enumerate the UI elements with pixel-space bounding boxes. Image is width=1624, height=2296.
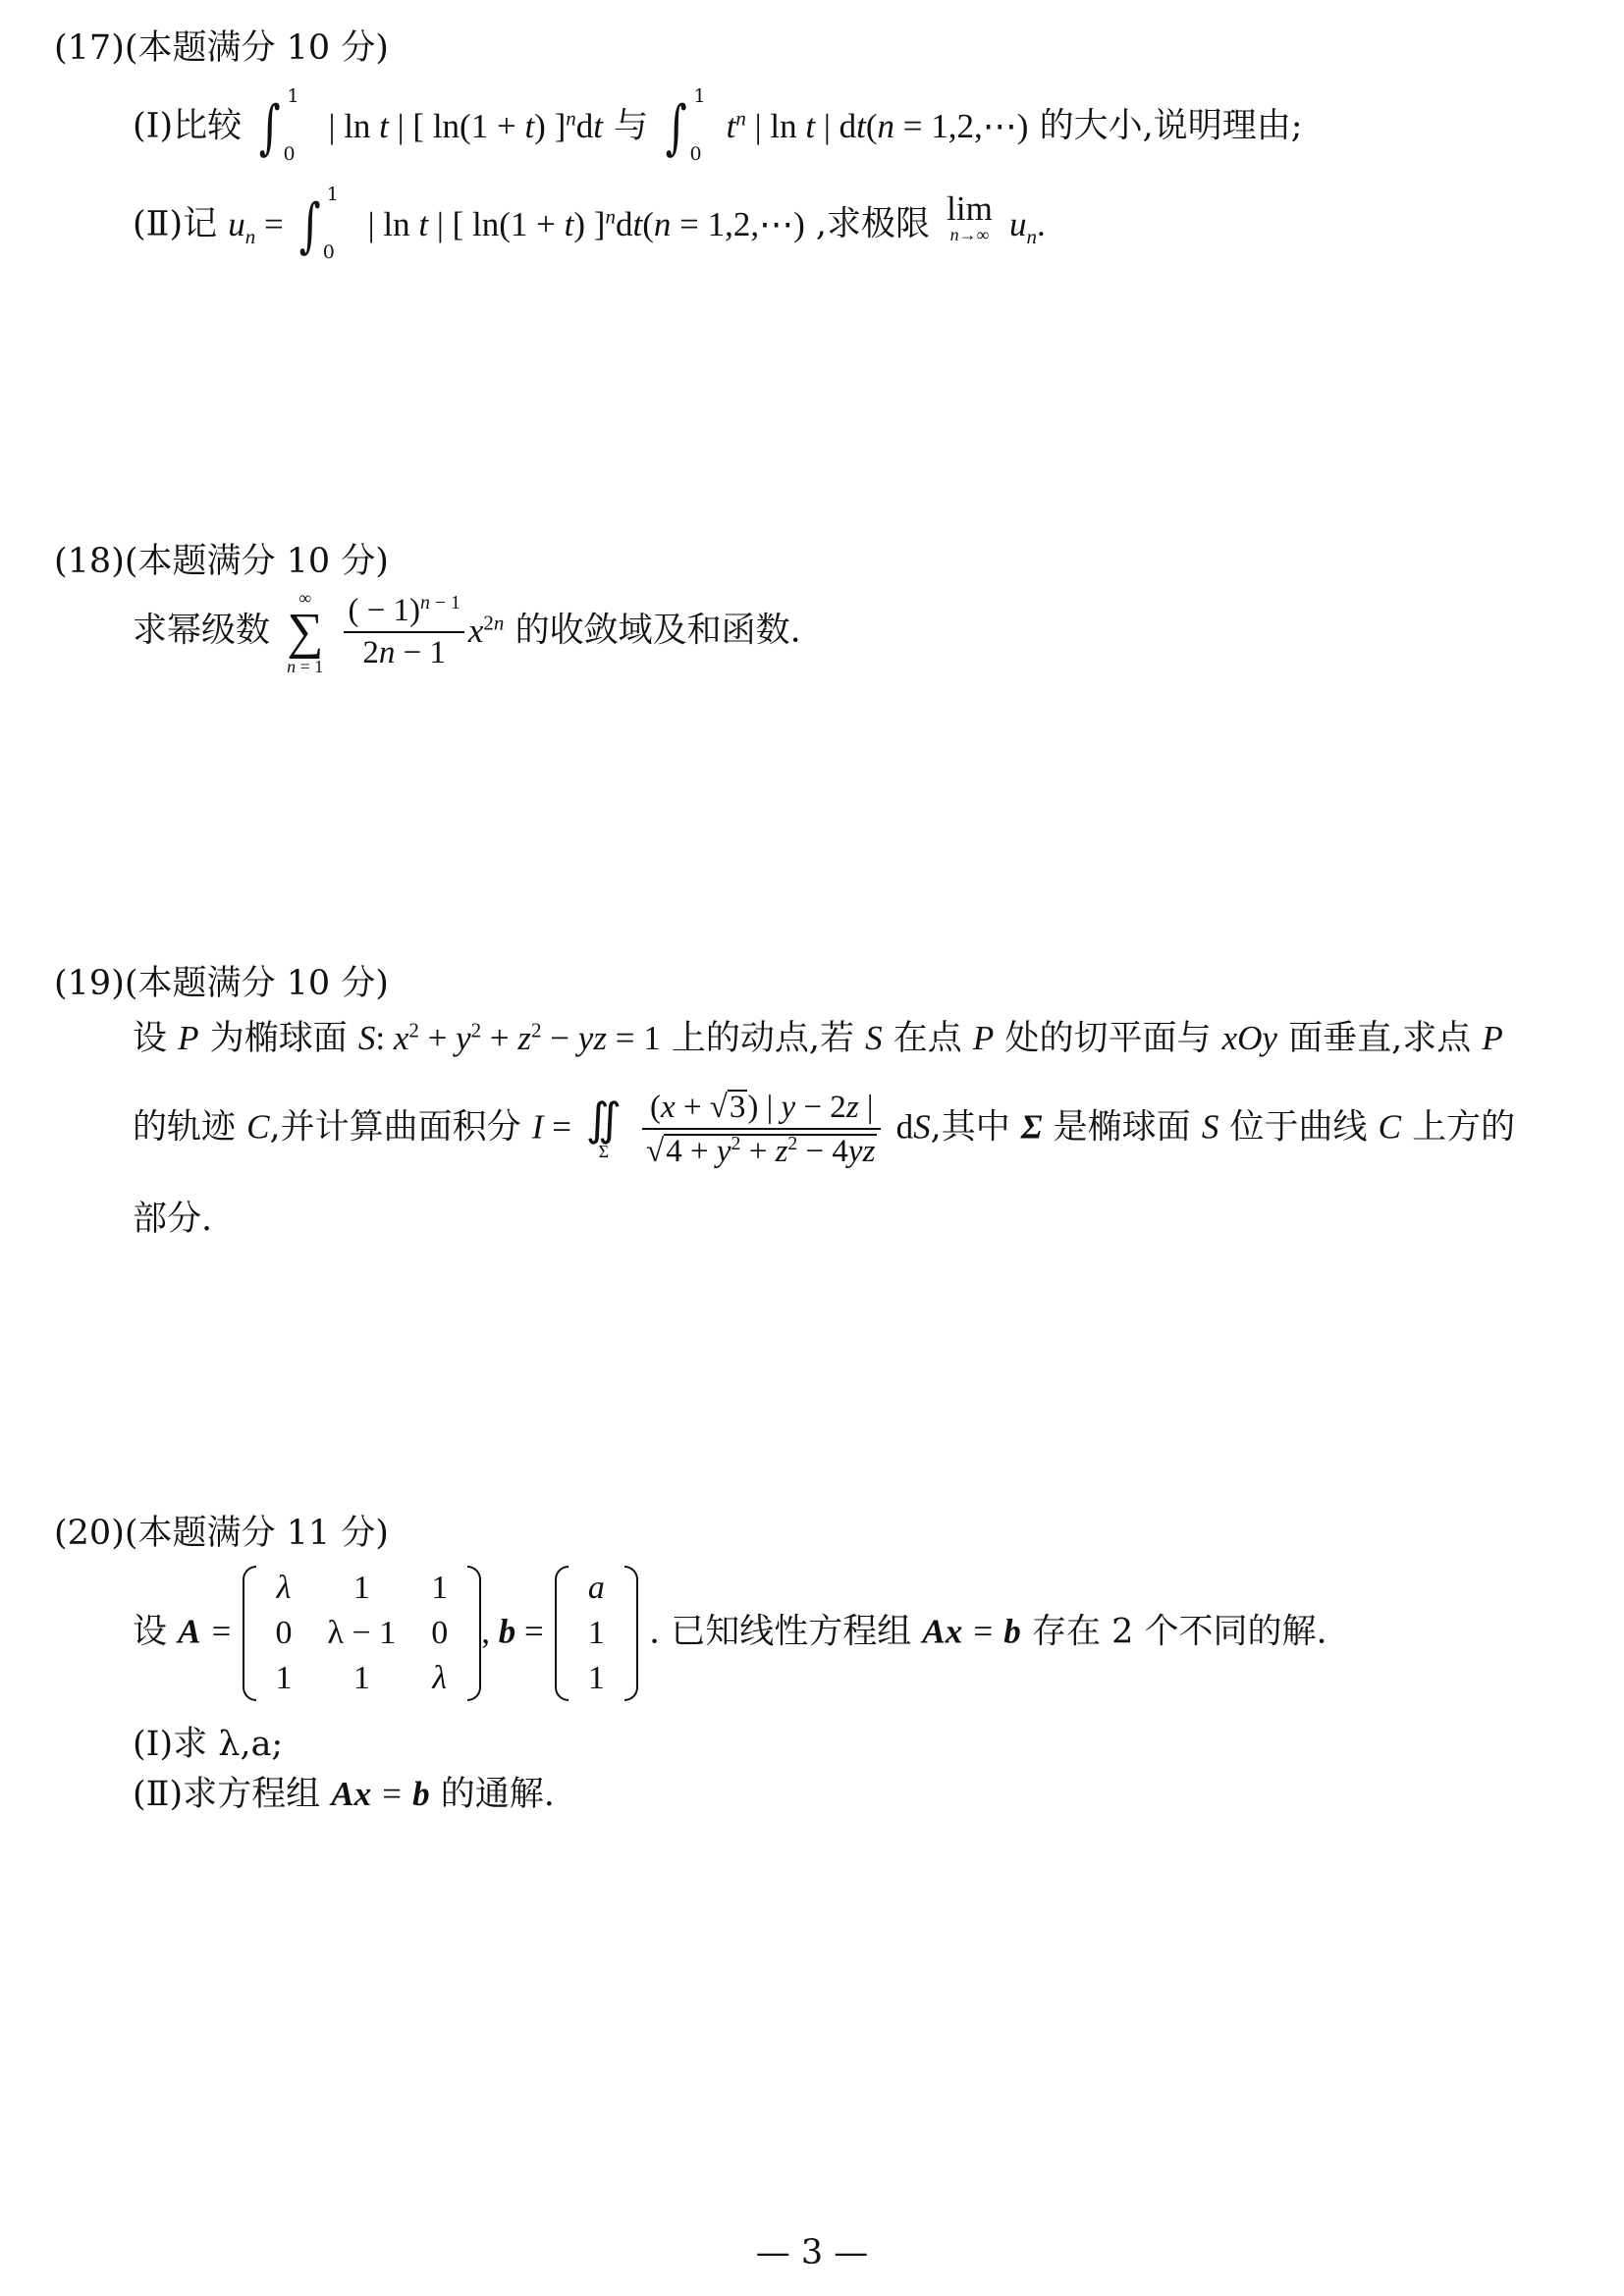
q19-fraction: $\frac{(x + √3) | y - 2z |}{√4 + y^2 + z^2 - 4yz}$	[642, 1090, 881, 1168]
q20-part1: (Ⅰ)求 λ,a;	[133, 1725, 284, 1764]
q17-integrand-1: | ln t | [ ln(1 + t) ]$^n$dt	[319, 105, 603, 145]
sum-operator: ∞ ∑ n = 1	[287, 588, 324, 676]
q17-part1-mid: 与	[614, 106, 649, 146]
integral-sign: ∫	[298, 191, 321, 260]
q17-part1	[133, 85, 1303, 165]
integral-sign: ∫	[665, 93, 687, 162]
q19-line3: 部分.	[133, 1200, 213, 1239]
integral-limits: 1 0	[283, 85, 299, 165]
q19-line1: 设 P 为椭球面 S: $x^2 + y^2 + z^2$ − yz = 1 上的动点,若 S 在点 P 处的切平面与 xOy 面垂直,求点 P	[133, 1018, 1503, 1058]
q18-prefix: 求幂级数	[133, 611, 271, 651]
q18-fraction: $\frac{( - 1)^{n - 1}}{2n - 1}$	[344, 595, 463, 669]
q20-body: 设 A = λ 1 1 0 λ − 1 0 1 1 λ , b = a 1 1 . 已知线性方程组 Ax = b 存在 2 个不同的解.	[133, 1566, 1327, 1701]
q18-suffix: 的收敛域及和函数.	[514, 611, 801, 651]
page-number: — 3 —	[755, 2233, 869, 2272]
integral-sign: ∫	[258, 93, 281, 162]
integral-limits: 1 0	[689, 85, 706, 165]
q18-body: 求幂级数 ∞ ∑ n = 1 $\frac{( - 1)^{n - 1}}{2n - 1}$ $x^{2n}$ 的收敛域及和函数.	[133, 588, 801, 676]
q17-un-integrand: | ln t | [ ln(1 + t) ]$^n$dt(n = 1,2,⋯)	[358, 203, 805, 243]
q18-header: (18)(本题满分 10 分)	[54, 542, 389, 581]
q17-part1-prefix: (Ⅰ)比较	[133, 106, 243, 146]
q19-header: (19)(本题满分 10 分)	[54, 964, 389, 1003]
q20-header: (20)(本题满分 11 分)	[54, 1514, 389, 1553]
q17-part2-prefix: (Ⅱ)记	[133, 204, 218, 244]
q17-part2-suffix: ,求极限	[815, 204, 931, 244]
q17-integrand-2: $t^n$ | ln t | dt(n = 1,2,⋯)	[726, 105, 1029, 145]
integral-limits: 1 0	[322, 184, 339, 263]
q20-part2: (Ⅱ)求方程组 Ax = b 的通解.	[133, 1775, 555, 1814]
q17-header: (17)(本题满分 10 分)	[54, 28, 389, 68]
q17-part2: (Ⅱ)记 $u_n$ = ∫ 1 0 | ln t | [ ln(1 + t) ]$^n$dt(n = 1,2,⋯) ,求极限 lim n→∞ $u_n$.	[133, 184, 1046, 263]
q19-line2: 的轨迹 C,并计算曲面积分 I = ∬ Σ $\frac{(x + √3) | y - 2z |}{√4 + y^2 + z^2 - 4yz}$ dS,其中 Σ 是椭球面 S 位于曲线 C 上方的	[133, 1090, 1516, 1169]
vector-b: a 1 1	[555, 1566, 638, 1701]
matrix-a: λ 1 1 0 λ − 1 0 1 1 λ	[243, 1566, 482, 1701]
q17-part1-suffix: 的大小,说明理由;	[1039, 106, 1303, 146]
limit-operator: lim n→∞	[947, 189, 993, 244]
double-integral-sign: ∬ Σ	[585, 1095, 622, 1161]
